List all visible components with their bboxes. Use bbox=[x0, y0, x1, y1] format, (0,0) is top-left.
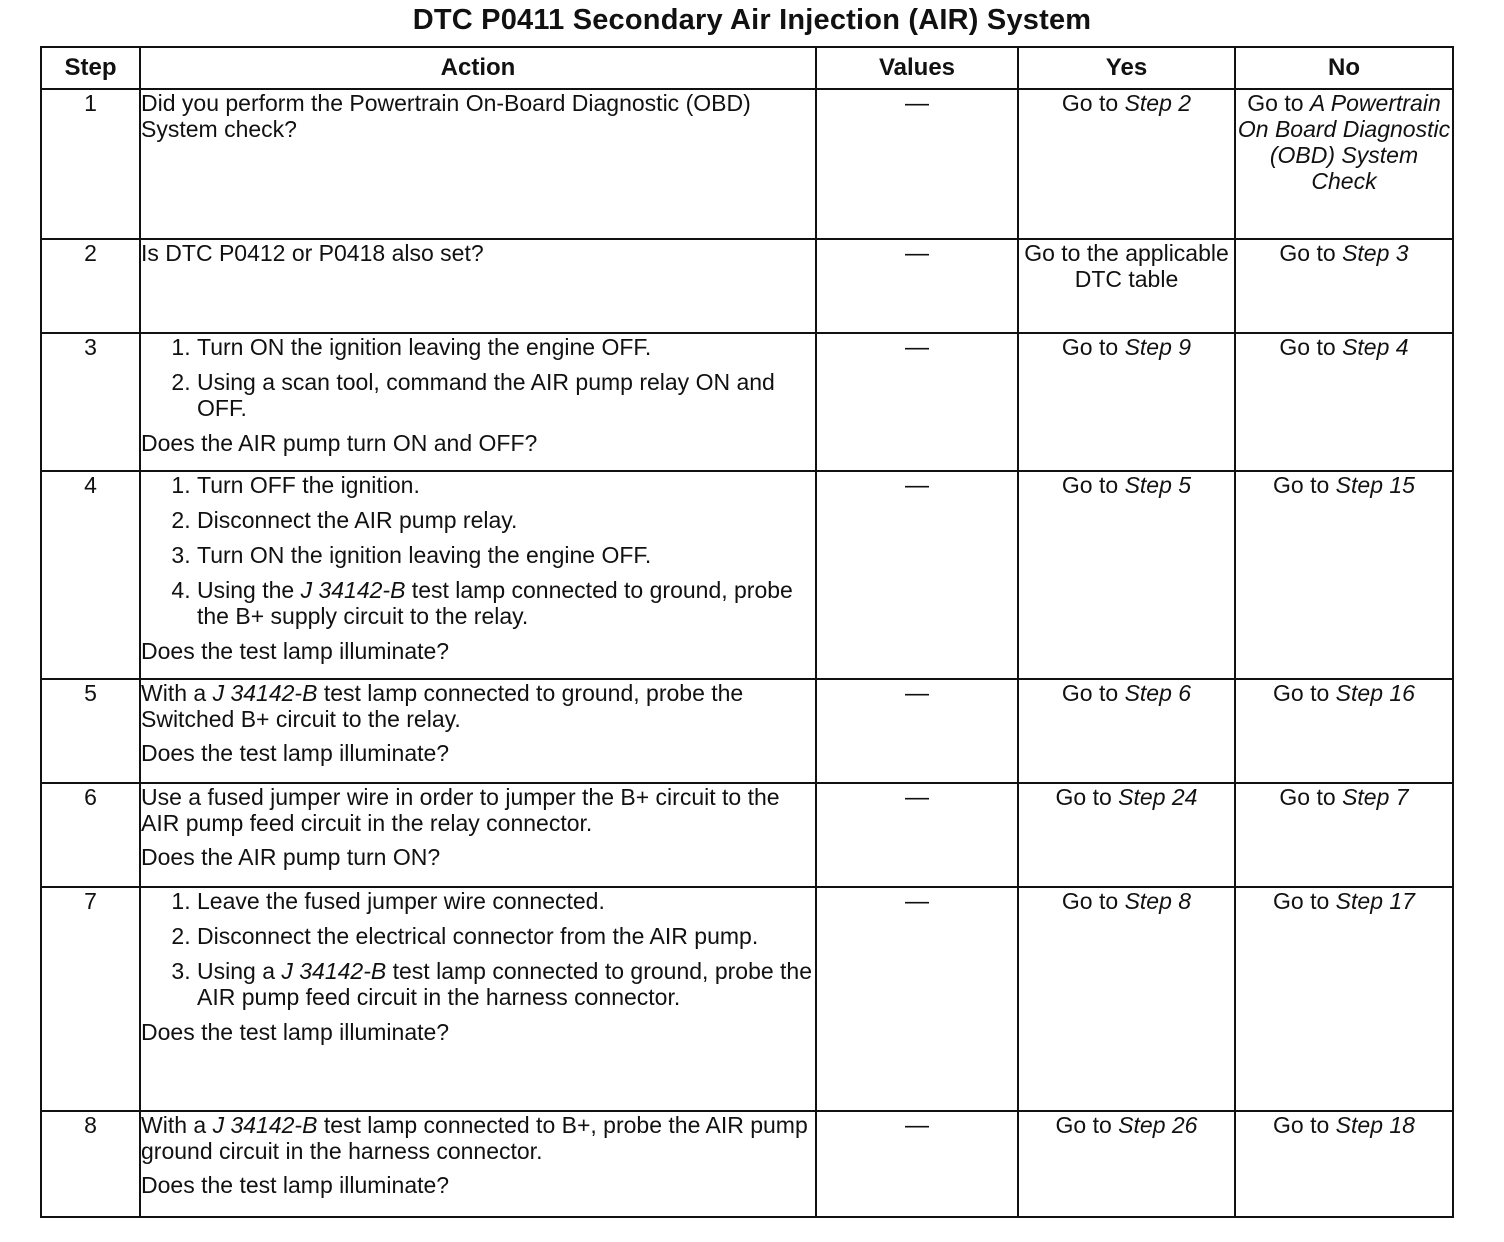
substep-item bbox=[197, 958, 815, 1010]
values-cell bbox=[816, 887, 1018, 1111]
tool-reference: J 34142-B bbox=[281, 958, 387, 984]
action-cell bbox=[140, 471, 816, 679]
no-text: Go to bbox=[1273, 888, 1336, 914]
yes-text: Go to the applicable DTC table bbox=[1024, 240, 1229, 292]
substep-item bbox=[197, 472, 815, 498]
values-dash: — bbox=[905, 240, 929, 267]
yes-cell bbox=[1018, 89, 1235, 239]
table-row bbox=[41, 239, 1453, 333]
no-step-link: Step 16 bbox=[1335, 680, 1415, 706]
header-yes: Yes bbox=[1018, 47, 1235, 89]
tool-reference: J 34142-B bbox=[300, 577, 406, 603]
action-cell bbox=[140, 887, 816, 1111]
yes-cell bbox=[1018, 887, 1235, 1111]
values-cell bbox=[816, 1111, 1018, 1217]
table-body bbox=[41, 89, 1453, 1217]
values-dash: — bbox=[905, 334, 929, 361]
step-number: 8 bbox=[41, 1111, 140, 1217]
substep-text: Disconnect the AIR pump relay. bbox=[197, 507, 518, 533]
tool-reference: J 34142-B bbox=[212, 1112, 318, 1138]
yes-cell bbox=[1018, 239, 1235, 333]
substep-text: Leave the fused jumper wire connected. bbox=[197, 888, 605, 914]
substep-item bbox=[197, 334, 815, 360]
step-number: 1 bbox=[41, 89, 140, 239]
substep-text: test lamp connected to ground, probe the AIR pump feed circuit in the harness connector. bbox=[197, 958, 813, 1010]
substep-text: Turn OFF the ignition. bbox=[197, 472, 420, 498]
yes-cell bbox=[1018, 679, 1235, 783]
values-dash: — bbox=[905, 472, 929, 499]
values-dash: — bbox=[905, 680, 929, 707]
action-cell bbox=[140, 783, 816, 887]
substep-text: Disconnect the electrical connector from the AIR pump. bbox=[197, 923, 759, 949]
no-cell bbox=[1235, 1111, 1453, 1217]
values-dash: — bbox=[905, 784, 929, 811]
table-row bbox=[41, 679, 1453, 783]
no-cell bbox=[1235, 679, 1453, 783]
action-cell bbox=[140, 679, 816, 783]
values-cell bbox=[816, 89, 1018, 239]
no-text: Go to bbox=[1273, 1112, 1336, 1138]
action-text: With a bbox=[141, 1112, 213, 1138]
yes-cell bbox=[1018, 333, 1235, 471]
no-text: Go to bbox=[1273, 680, 1336, 706]
action-question: Does the test lamp illuminate? bbox=[141, 1172, 450, 1198]
yes-step-link: Step 6 bbox=[1124, 680, 1192, 706]
substep-text: Using a bbox=[197, 958, 282, 984]
no-text: Go to bbox=[1273, 472, 1336, 498]
action-question: Does the test lamp illuminate? bbox=[141, 740, 450, 766]
action-text: test lamp connected to B+, probe the AIR pump ground circuit in the harness connector. bbox=[141, 1112, 808, 1164]
values-cell bbox=[816, 333, 1018, 471]
values-dash: — bbox=[905, 888, 929, 915]
no-text: Go to bbox=[1279, 240, 1343, 266]
yes-cell bbox=[1018, 783, 1235, 887]
substep-item bbox=[197, 577, 815, 629]
diagnostic-table bbox=[40, 46, 1454, 1218]
no-cell bbox=[1235, 783, 1453, 887]
yes-text: Go to bbox=[1061, 472, 1125, 498]
table-row bbox=[41, 89, 1453, 239]
page-title: DTC P0411 Secondary Air Injection (AIR) System bbox=[412, 4, 1092, 36]
substep-list bbox=[141, 334, 815, 421]
substep-item bbox=[197, 923, 815, 949]
header-step: Step bbox=[41, 47, 140, 89]
no-step-link: Step 3 bbox=[1342, 240, 1409, 266]
values-dash: — bbox=[905, 90, 929, 117]
header-no: No bbox=[1235, 47, 1453, 89]
no-text: Go to bbox=[1279, 784, 1343, 810]
action-paragraph bbox=[141, 680, 815, 732]
yes-text: Go to bbox=[1055, 784, 1119, 810]
table-row bbox=[41, 783, 1453, 887]
yes-step-link: Step 2 bbox=[1124, 90, 1192, 116]
step-number: 5 bbox=[41, 679, 140, 783]
values-dash: — bbox=[905, 1112, 929, 1139]
values-cell bbox=[816, 471, 1018, 679]
tool-reference: J 34142-B bbox=[212, 680, 318, 706]
action-text: test lamp connected to ground, probe the Switched B+ circuit to the relay. bbox=[141, 680, 744, 732]
substep-list bbox=[141, 888, 815, 1010]
substep-text: Using the bbox=[197, 577, 301, 603]
header-values: Values bbox=[816, 47, 1018, 89]
substep-text: Turn ON the ignition leaving the engine OFF. bbox=[197, 334, 652, 360]
step-number: 2 bbox=[41, 239, 140, 333]
substep-item bbox=[197, 542, 815, 568]
yes-cell bbox=[1018, 1111, 1235, 1217]
substep-text: Turn ON the ignition leaving the engine OFF. bbox=[197, 542, 652, 568]
no-cell bbox=[1235, 89, 1453, 239]
table-row bbox=[41, 1111, 1453, 1217]
yes-text: Go to bbox=[1061, 888, 1125, 914]
no-cell bbox=[1235, 887, 1453, 1111]
yes-step-link: Step 26 bbox=[1118, 1112, 1198, 1138]
step-number: 4 bbox=[41, 471, 140, 679]
action-cell bbox=[140, 89, 816, 239]
values-cell bbox=[816, 679, 1018, 783]
substep-item bbox=[197, 888, 815, 914]
no-step-link: Step 17 bbox=[1335, 888, 1415, 914]
table-row bbox=[41, 333, 1453, 471]
no-step-link: A Powertrain On Board Diagnostic (OBD) System Check bbox=[1237, 90, 1451, 194]
substep-item bbox=[197, 507, 815, 533]
action-question: Does the AIR pump turn ON? bbox=[141, 844, 441, 870]
action-cell bbox=[140, 333, 816, 471]
action-question: Does the test lamp illuminate? bbox=[141, 638, 450, 664]
action-cell bbox=[140, 239, 816, 333]
no-cell bbox=[1235, 471, 1453, 679]
action-paragraph: Is DTC P0412 or P0418 also set? bbox=[141, 240, 484, 266]
yes-cell bbox=[1018, 471, 1235, 679]
yes-step-link: Step 8 bbox=[1124, 888, 1192, 914]
no-cell bbox=[1235, 239, 1453, 333]
action-question: Does the test lamp illuminate? bbox=[141, 1019, 450, 1045]
substep-text: test lamp connected to ground, probe the B+ supply circuit to the relay. bbox=[197, 577, 793, 629]
yes-text: Go to bbox=[1061, 334, 1125, 360]
step-number: 6 bbox=[41, 783, 140, 887]
substep-text: Using a scan tool, command the AIR pump relay ON and OFF. bbox=[197, 369, 775, 421]
no-cell bbox=[1235, 333, 1453, 471]
header-action: Action bbox=[140, 47, 816, 89]
action-paragraph: Did you perform the Powertrain On-Board Diagnostic (OBD) System check? bbox=[141, 90, 751, 142]
no-step-link: Step 4 bbox=[1342, 334, 1409, 360]
step-number: 7 bbox=[41, 887, 140, 1111]
no-text: Go to bbox=[1247, 90, 1310, 116]
no-step-link: Step 18 bbox=[1335, 1112, 1415, 1138]
header-row bbox=[41, 47, 1453, 89]
action-cell bbox=[140, 1111, 816, 1217]
yes-step-link: Step 5 bbox=[1124, 472, 1192, 498]
values-cell bbox=[816, 783, 1018, 887]
substep-list bbox=[141, 472, 815, 629]
table-row bbox=[41, 471, 1453, 679]
yes-text: Go to bbox=[1061, 680, 1125, 706]
table-row bbox=[41, 887, 1453, 1111]
yes-text: Go to bbox=[1061, 90, 1125, 116]
yes-step-link: Step 9 bbox=[1124, 334, 1192, 360]
action-text: With a bbox=[141, 680, 213, 706]
step-number: 3 bbox=[41, 333, 140, 471]
action-question: Does the AIR pump turn ON and OFF? bbox=[141, 430, 538, 456]
action-paragraph: Use a fused jumper wire in order to jumper the B+ circuit to the AIR pump feed circuit in the relay connector. bbox=[141, 784, 780, 836]
no-step-link: Step 7 bbox=[1342, 784, 1409, 810]
yes-step-link: Step 24 bbox=[1118, 784, 1198, 810]
substep-item bbox=[197, 369, 815, 421]
values-cell bbox=[816, 239, 1018, 333]
yes-text: Go to bbox=[1055, 1112, 1119, 1138]
no-step-link: Step 15 bbox=[1335, 472, 1415, 498]
no-text: Go to bbox=[1279, 334, 1343, 360]
action-paragraph bbox=[141, 1112, 815, 1164]
